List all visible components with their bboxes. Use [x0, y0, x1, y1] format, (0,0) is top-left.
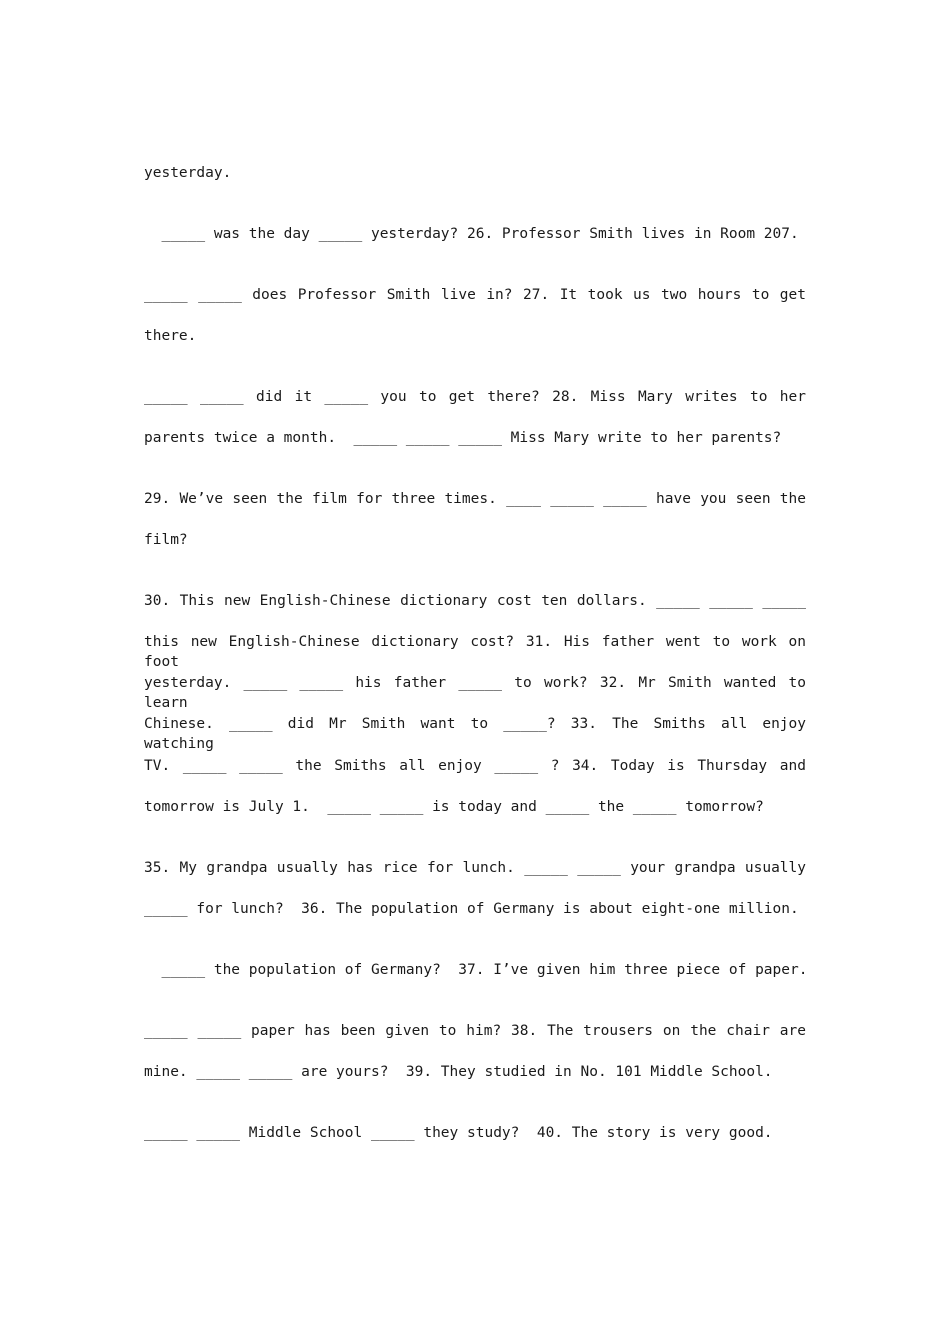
text-line: Chinese. _____ did Mr Smith want to _____? 33. The Smiths all enjoy watching [144, 716, 806, 752]
text-line: _____ _____ paper has been given to him? 38. The trousers on the chair are [144, 1023, 806, 1039]
text-line: 30. This new English-Chinese dictionary cost ten dollars. _____ _____ _____ [144, 593, 806, 609]
text-line: there. [144, 328, 197, 344]
text-line: parents twice a month. _____ _____ _____ Miss Mary write to her parents? [144, 430, 782, 446]
text-line: yesterday. [144, 165, 232, 181]
text-line: _____ _____ Middle School _____ they study? 40. The story is very good. [144, 1125, 773, 1141]
text-line: 29. We’ve seen the film for three times. ____ _____ _____ have you seen the [144, 491, 806, 507]
text-line: _____ _____ did it _____ you to get there? 28. Miss Mary writes to her [144, 389, 806, 405]
text-line: tomorrow is July 1. _____ _____ is today and _____ the _____ tomorrow? [144, 799, 764, 815]
text-line: _____ was the day _____ yesterday? 26. Professor Smith lives in Room 207. [144, 226, 799, 242]
text-line: TV. _____ _____ the Smiths all enjoy _____ ? 34. Today is Thursday and [144, 758, 806, 774]
text-line: _____ the population of Germany? 37. I’ve given him three piece of paper. [144, 962, 808, 978]
text-line: 35. My grandpa usually has rice for lunch. _____ _____ your grandpa usually [144, 860, 806, 876]
text-line: _____ for lunch? 36. The population of Germany is about eight-one million. [144, 901, 799, 917]
text-line: _____ _____ does Professor Smith live in? 27. It took us two hours to get [144, 287, 806, 303]
text-line: mine. _____ _____ are yours? 39. They studied in No. 101 Middle School. [144, 1064, 773, 1080]
text-line: yesterday. _____ _____ his father _____ to work? 32. Mr Smith wanted to learn [144, 675, 806, 711]
text-line: this new English-Chinese dictionary cost? 31. His father went to work on foot [144, 634, 806, 670]
text-line: film? [144, 532, 188, 548]
